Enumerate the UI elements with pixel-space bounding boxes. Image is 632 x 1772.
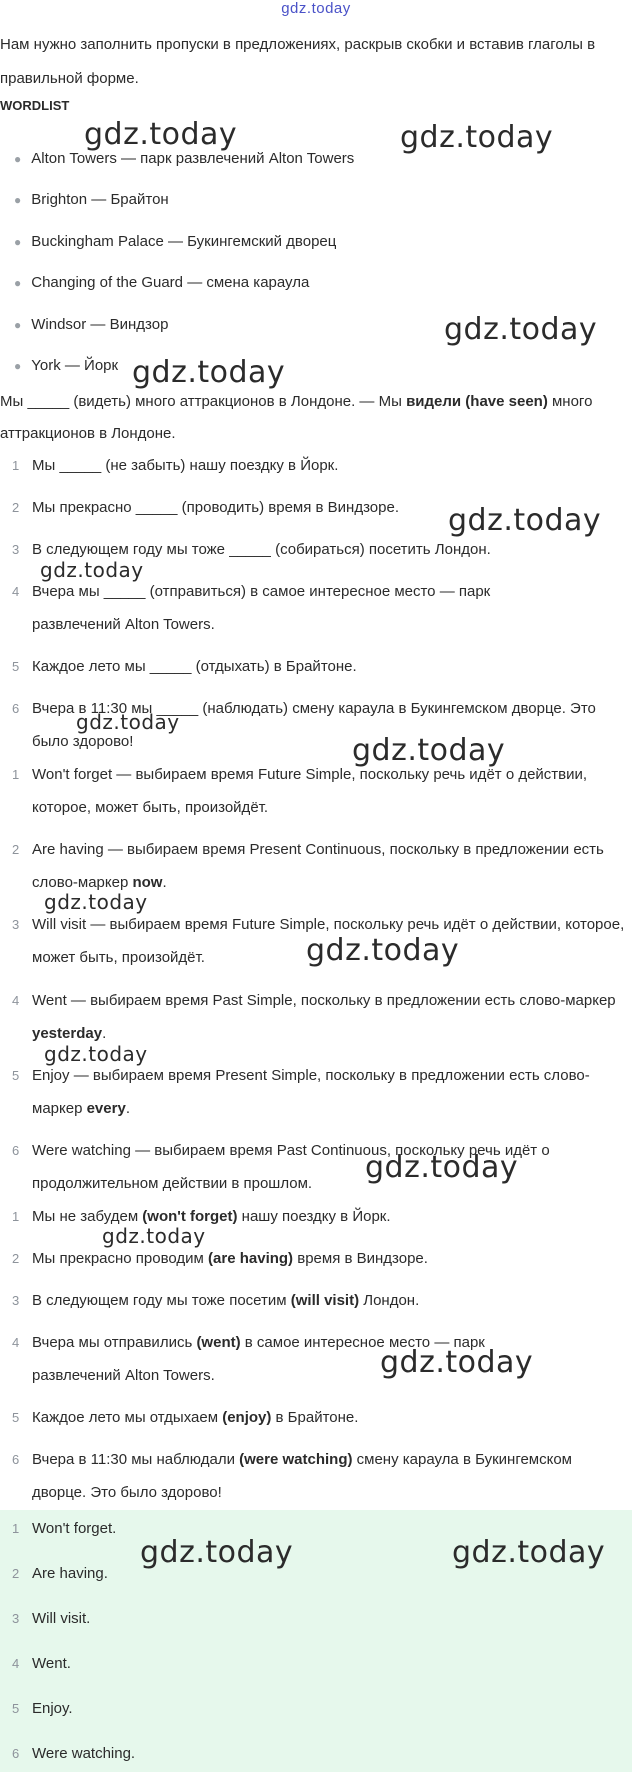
answer-item: 1 Won't forget. xyxy=(12,1520,117,1537)
explanation-item: 5 Enjoy — выбираем время Present Simple, поскольку в предложении есть слово-маркер every. xyxy=(12,1067,590,1117)
wordlist-title: WORDLIST xyxy=(0,98,70,113)
watermark: gdz.today xyxy=(400,120,554,155)
translation-item: 3 В следующем году мы тоже посетим (will visit) Лондон. xyxy=(12,1292,420,1309)
explanation-item: 1 Won't forget — выбираем время Future Simple, поскольку речь идёт о действии, которое, может быть, произойдёт. xyxy=(12,766,588,816)
site-header-logo[interactable]: gdz.today xyxy=(281,0,351,17)
watermark: gdz.today xyxy=(352,733,506,768)
task-intro: Нам нужно заполнить пропуски в предложениях, раскрыв скобки и вставив глаголы в правильной форме. xyxy=(0,36,596,87)
bullet-icon: ● xyxy=(14,152,22,166)
explanation-item: 2 Are having — выбираем время Present Continuous, поскольку в предложении есть слово-маркер now. xyxy=(12,841,604,891)
answer-item: 5 Enjoy. xyxy=(12,1700,73,1717)
task-item: 4 Вчера мы _____ (отправиться) в самое интересное место — парк развлечений Alton Towers. xyxy=(12,583,491,633)
task-item: 2 Мы прекрасно _____ (проводить) время в Виндзоре. xyxy=(12,499,399,516)
watermark: gdz.today xyxy=(102,1224,206,1248)
translation-item: 6 Вчера в 11:30 мы наблюдали (were watching) смену караула в Букингемском дворце. Это было здорово! xyxy=(12,1451,572,1501)
watermark: gdz.today xyxy=(44,1042,148,1066)
explanation-item: 6 Were watching — выбираем время Past Continuous, поскольку речь идёт о продолжительном действии в прошлом. xyxy=(12,1142,550,1192)
bullet-icon: ● xyxy=(14,359,22,373)
answer-item: 2 Are having. xyxy=(12,1565,108,1582)
watermark: gdz.today xyxy=(40,558,144,582)
wordlist-item: ● York — Йорк xyxy=(14,357,119,374)
watermark: gdz.today xyxy=(365,1150,519,1185)
bullet-icon: ● xyxy=(14,318,22,332)
translation-item: 1 Мы не забудем (won't forget) нашу поездку в Йорк. xyxy=(12,1208,391,1225)
translation-item: 4 Вчера мы отправились (went) в самое интересное место — парк развлечений Alton Towers. xyxy=(12,1334,485,1384)
wordlist-item: ● Changing of the Guard — смена караула xyxy=(14,274,310,291)
answer-item: 3 Will visit. xyxy=(12,1610,91,1627)
explanation-item: 4 Went — выбираем время Past Simple, поскольку в предложении есть слово-маркер yesterday. xyxy=(12,992,616,1042)
watermark: gdz.today xyxy=(448,503,602,538)
wordlist-item: ● Alton Towers — парк развлечений Alton Towers xyxy=(14,150,355,167)
bullet-icon: ● xyxy=(14,276,22,290)
wordlist-item: ● Windsor — Виндзор xyxy=(14,316,169,333)
example-sentence: Мы _____ (видеть) много аттракционов в Лондоне. — Мы видели (have seen) много аттракционов в Лондоне. xyxy=(0,393,593,442)
watermark: gdz.today xyxy=(132,355,286,390)
watermark: gdz.today xyxy=(84,117,238,152)
task-item: 6 Вчера в 11:30 мы _____ (наблюдать) смену караула в Букингемском дворце. Это было здорово! xyxy=(12,700,596,750)
answer-item: 4 Went. xyxy=(12,1655,71,1672)
explanation-item: 3 Will visit — выбираем время Future Simple, поскольку речь идёт о действии, которое, может быть, произойдёт. xyxy=(12,916,625,966)
answer-item: 6 Were watching. xyxy=(12,1745,136,1762)
watermark: gdz.today xyxy=(44,890,148,914)
translation-item: 5 Каждое лето мы отдыхаем (enjoy) в Брайтоне. xyxy=(12,1409,359,1426)
wordlist-item: ● Brighton — Брайтон xyxy=(14,191,169,208)
watermark: gdz.today xyxy=(380,1345,534,1380)
task-item: 1 Мы _____ (не забыть) нашу поездку в Йорк. xyxy=(12,457,339,474)
watermark: gdz.today xyxy=(140,1535,294,1570)
task-item: 5 Каждое лето мы _____ (отдыхать) в Брайтоне. xyxy=(12,658,357,675)
task-item: 3 В следующем году мы тоже _____ (собираться) посетить Лондон. xyxy=(12,541,491,558)
watermark: gdz.today xyxy=(76,710,180,734)
bullet-icon: ● xyxy=(14,193,22,207)
translation-item: 2 Мы прекрасно проводим (are having) время в Виндзоре. xyxy=(12,1250,428,1267)
watermark: gdz.today xyxy=(444,312,598,347)
watermark: gdz.today xyxy=(306,933,460,968)
wordlist-item: ● Buckingham Palace — Букингемский дворец xyxy=(14,233,337,250)
bullet-icon: ● xyxy=(14,235,22,249)
watermark: gdz.today xyxy=(452,1535,606,1570)
